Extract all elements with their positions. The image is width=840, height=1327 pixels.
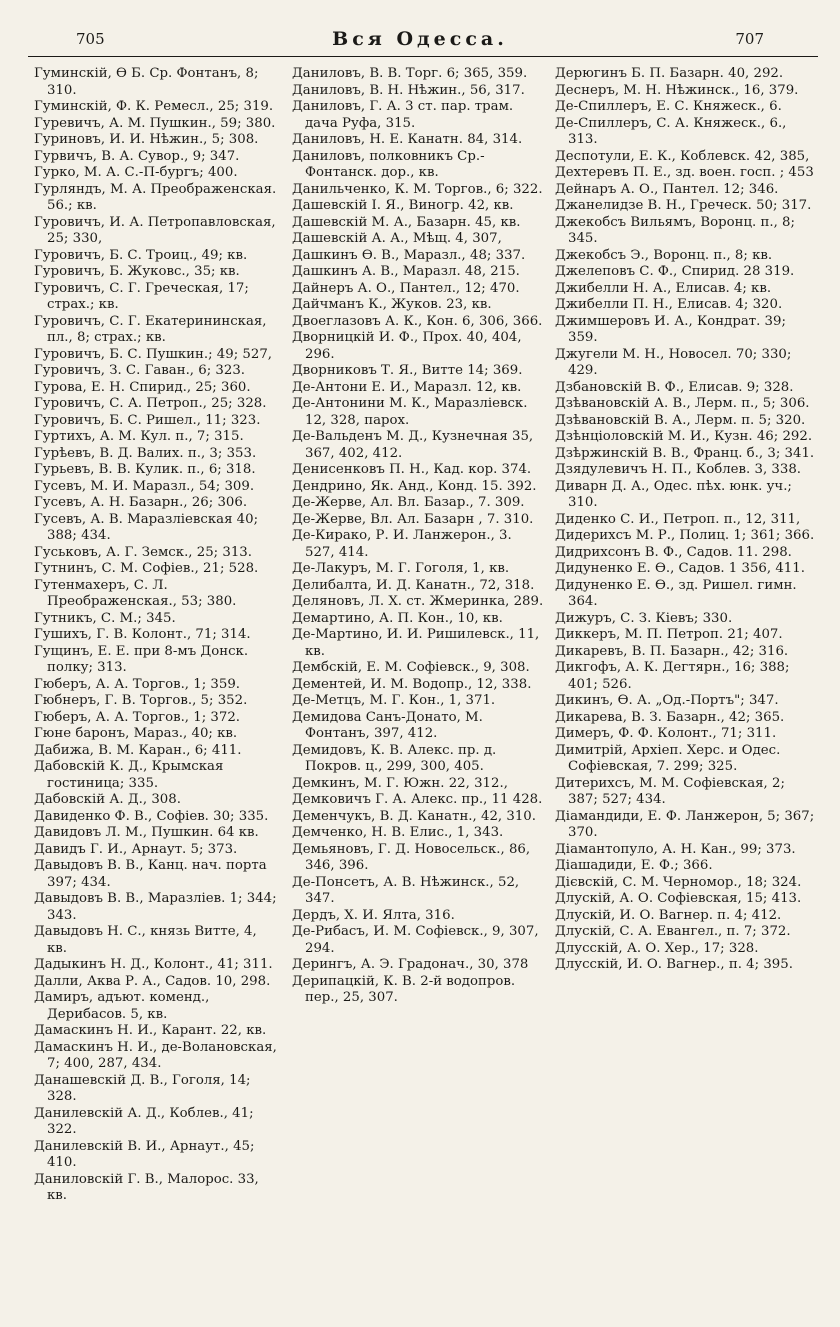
directory-entry: Дамаскинъ Н. И., де-Волановская, 7; 400, 287, 434. bbox=[34, 1039, 282, 1071]
directory-entry: Длусскій, И. О. Вагнер., п. 4; 395. bbox=[555, 957, 793, 972]
directory-entry: Гюберъ, А. А. Торгов., 1; 372. bbox=[34, 709, 241, 725]
directory-entry: Де-Рибасъ, И. М. Софіевск., 9, 307, 294. bbox=[292, 924, 543, 956]
directory-entry: Даниловъ, Г. А. 3 ст. пар. трам. дача Руфа, 315. bbox=[292, 99, 518, 131]
directory-entry: Де-Мартино, И. И. Ришилевск., 11, кв. bbox=[292, 627, 544, 659]
directory-entry: Джанелидзе В. Н., Греческ. 50; 317. bbox=[555, 198, 812, 213]
directory-entry: Данильченко, К. М. Торгов., 6; 322. bbox=[292, 181, 543, 197]
directory-entry: Дикарева, В. З. Базарн., 42; 365. bbox=[555, 709, 785, 725]
directory-entry: Дендрино, Як. Анд., Конд. 15. 392. bbox=[292, 478, 537, 494]
directory-entry: Демченко, Н. В. Елис., 1, 343. bbox=[292, 825, 504, 840]
directory-entry: Гурова, Е. Н. Спирид., 25; 360. bbox=[34, 379, 251, 395]
directory-entry: Дехтеревъ П. Е., зд. воен. госп. ; 453 bbox=[555, 165, 814, 180]
directory-entry: Дзядулевичъ Н. П., Коблев. 3, 338. bbox=[555, 462, 802, 477]
directory-entry: Де-Метцъ, М. Г. Кон., 1, 371. bbox=[292, 693, 496, 708]
directory-entry: Гусевъ, М. И. Маразл., 54; 309. bbox=[34, 478, 255, 494]
directory-entry: Гусевъ, А. Н. Базарн., 26; 306. bbox=[34, 495, 248, 510]
directory-entry: Дашевскій М. А., Базарн. 45, кв. bbox=[292, 214, 521, 230]
directory-entry: Данашевскій Д. В., Гоголя, 14; 328. bbox=[34, 1072, 255, 1104]
directory-entry: Даниловъ, полковникъ Ср.-Фонтанск. дор., кв. bbox=[292, 148, 485, 180]
page-header bbox=[0, 28, 840, 54]
directory-entry: Дзбановскій В. Ф., Елисав. 9; 328. bbox=[555, 379, 794, 395]
directory-entry: Дайчманъ К., Жуков. 23, кв. bbox=[292, 297, 492, 312]
directory-entry: Дидрихсонъ В. Ф., Садов. 11. 298. bbox=[555, 544, 792, 560]
directory-entry: Гурѣевъ, В. Д. Валих. п., 3; 353. bbox=[34, 445, 257, 461]
header-rule bbox=[28, 56, 818, 57]
directory-entry: Гуровичъ, З. С. Гаван., 6; 323. bbox=[34, 363, 246, 378]
directory-entry: Диденко С. И., Петроп. п., 12, 311, bbox=[555, 511, 801, 527]
directory-entry: Гурвичъ, В. А. Сувор., 9; 347. bbox=[34, 148, 240, 164]
directory-entry: Де-Антонини М. К., Маразліевск. 12, 328, парох. bbox=[292, 396, 532, 428]
directory-entry: Дикинъ, Ѳ. А. „Од.-Портъ"; 347. bbox=[555, 693, 779, 708]
directory-entry: Діашадиди, Е. Ф.; 366. bbox=[555, 858, 713, 873]
directory-entry: Гюбнеръ, Г. В. Торгов., 5; 352. bbox=[34, 693, 248, 708]
directory-entry: Де-Спиллеръ, Е. С. Княжеск., 6. bbox=[555, 99, 782, 114]
directory-entry: Джекобсъ Э., Воронц. п., 8; кв. bbox=[555, 247, 773, 263]
directory-entry: Деспотули, Е. К., Коблевск. 42, 385, bbox=[555, 148, 810, 164]
directory-entry: Де-Жерве, Вл. Ал. Базарн , 7. 310. bbox=[292, 511, 534, 527]
directory-entry: Дикаревъ, В. П. Базарн., 42; 316. bbox=[555, 643, 789, 659]
directory-entry: Джелеповъ С. Ф., Спирид. 28 319. bbox=[555, 264, 795, 279]
directory-entry: Гуровичъ, Б. С. Пушкин.; 49; 527, bbox=[34, 346, 273, 362]
directory-entry: Диккеръ, М. П. Петроп. 21; 407. bbox=[555, 627, 783, 642]
directory-entry: Де-Антони Е. И., Маразл. 12, кв. bbox=[292, 379, 522, 395]
directory-entry: Дижуръ, С. З. Кіевъ; 330. bbox=[555, 610, 733, 626]
directory-entry: Дамиръ, адъют. коменд., Дерибасов. 5, кв. bbox=[34, 990, 214, 1022]
directory-entry: Дашкинъ Ѳ. В., Маразл., 48; 337. bbox=[292, 247, 526, 263]
directory-entry: Даниловскій Г. В., Малорос. 33, кв. bbox=[34, 1171, 264, 1203]
directory-entry: Дзѣвановскій А. В., Лерм. п., 5; 306. bbox=[555, 396, 810, 411]
directory-entry: Длусскій, А. О. Хер., 17; 328. bbox=[555, 940, 759, 956]
column-left bbox=[34, 66, 280, 1205]
directory-entry: Гюне баронъ, Мараз., 40; кв. bbox=[34, 726, 238, 741]
directory-entry: Гуртихъ, А. М. Кул. п., 7; 315. bbox=[34, 429, 244, 444]
directory-entry: Дидуненко Е. Ѳ., зд. Ришел. гимн. 364. bbox=[555, 577, 801, 609]
directory-entry: Даниловъ, Н. Е. Канатн. 84, 314. bbox=[292, 132, 523, 147]
directory-entry: Деляновъ, Л. Х. ст. Жмеринка, 289. bbox=[292, 594, 544, 609]
directory-entry: Де-Жерве, Ал. Вл. Базар., 7. 309. bbox=[292, 495, 525, 510]
directory-entry: Гуровичъ, Б. Жуковс., 35; кв. bbox=[34, 264, 240, 279]
directory-entry: Димитрій, Архіеп. Херс. и Одес. Софіевская, 7. 299; 325. bbox=[555, 742, 785, 774]
directory-entry: Джимшеровъ И. А., Кондрат. 39; 359. bbox=[555, 313, 791, 345]
directory-entry: Диварн Д. А., Одес. пѣх. юнк. уч.; 310. bbox=[555, 478, 797, 510]
directory-entry: Гушихъ, Г. В. Колонт., 71; 314. bbox=[34, 627, 251, 642]
directory-entry: Гуровичъ, И. А. Петропавловская, 25; 330, bbox=[34, 214, 280, 246]
directory-entry: Діамандиди, Е. Ф. Ланжерон, 5; 367; 370. bbox=[555, 808, 819, 840]
directory-entry: Далли, Аква Р. А., Садов. 10, 298. bbox=[34, 973, 271, 989]
directory-entry: Дворниковъ Т. Я., Витте 14; 369. bbox=[292, 363, 523, 378]
directory-entry: Дворницкій И. Ф., Прох. 40, 404, 296. bbox=[292, 330, 526, 362]
directory-entry: Гурьевъ, В. В. Кулик. п., 6; 318. bbox=[34, 462, 256, 477]
directory-entry: Данилевскій В. И., Арнаут., 45; 410. bbox=[34, 1138, 259, 1170]
directory-entry: Давыдовъ Н. С., князь Витте, 4, кв. bbox=[34, 924, 261, 956]
directory-entry: Джибелли П. Н., Елисав. 4; 320. bbox=[555, 297, 783, 312]
directory-entry: Давидовъ Л. М., Пушкин. 64 кв. bbox=[34, 825, 259, 840]
directory-entry: Дзѣржинскій В. В., Франц. б., 3; 341. bbox=[555, 445, 815, 461]
directory-entry: Діамантопуло, А. Н. Кан., 99; 373. bbox=[555, 841, 796, 857]
directory-entry: Давыдовъ В. В., Канц. нач. порта 397; 434. bbox=[34, 858, 271, 890]
directory-entry: Дерингъ, А. Э. Градонач., 30, 378 bbox=[292, 957, 529, 972]
directory-entry: Гурляндъ, М. А. Преображенская. 56.; кв. bbox=[34, 181, 281, 213]
directory-entry: Дейнаръ А. О., Пантел. 12; 346. bbox=[555, 181, 779, 197]
directory-entry: Гуськовъ, А. Г. Земск., 25; 313. bbox=[34, 544, 252, 560]
directory-entry: Демковичъ Г. А. Алекс. пр., 11 428. bbox=[292, 792, 543, 807]
directory-entry: Длуcкій, А. О. Софіевская, 15; 413. bbox=[555, 891, 802, 906]
directory-entry: Даниловъ, В. В. Торг. 6; 365, 359. bbox=[292, 66, 528, 81]
directory-entry: Джибелли Н. А., Елисав. 4; кв. bbox=[555, 280, 772, 296]
directory-entry: Длускій, И. О. Вагнер. п. 4; 412. bbox=[555, 907, 782, 923]
directory-entry: Двоеглазовъ А. К., Кон. 6, 306, 366. bbox=[292, 313, 543, 329]
directory-entry: Дабовскій А. Д., 308. bbox=[34, 792, 181, 807]
directory-entry: Димеръ, Ф. Ф. Колонт., 71; 311. bbox=[555, 726, 777, 741]
directory-entry: Де-Вальденъ М. Д., Кузнечная 35, 367, 402, 412. bbox=[292, 429, 538, 461]
directory-entry: Дементей, И. М. Водопр., 12, 338. bbox=[292, 676, 532, 692]
column-middle bbox=[292, 66, 544, 1007]
directory-entry: Дзѣнціоловскій М. И., Кузн. 46; 292. bbox=[555, 429, 813, 444]
page-title: Вся Одесса. bbox=[332, 28, 508, 50]
directory-entry: Деснеръ, М. Н. Нѣжинск., 16, 379. bbox=[555, 82, 799, 98]
directory-entry: Дабижа, В. М. Каран., 6; 411. bbox=[34, 742, 242, 758]
directory-entry: Деменчукъ, В. Д. Канатн., 42, 310. bbox=[292, 808, 536, 824]
directory-entry: Дамаскинъ Н. И., Карант. 22, кв. bbox=[34, 1023, 267, 1038]
directory-entry: Гуровичъ, С. Г. Екатерининская, пл., 8; страх.; кв. bbox=[34, 313, 271, 345]
directory-entry: Давиденко Ф. В., Софіев. 30; 335. bbox=[34, 808, 269, 824]
directory-entry: Гуревичъ, А. М. Пушкин., 59; 380. bbox=[34, 115, 276, 131]
directory-entry: Длускій, С. А. Евангел., п. 7; 372. bbox=[555, 924, 791, 939]
page-number-right: 707 bbox=[735, 30, 764, 48]
directory-entry: Гуровичъ, С. А. Петроп., 25; 328. bbox=[34, 396, 267, 411]
directory-entry: Гутникъ, С. М.; 345. bbox=[34, 610, 176, 626]
directory-entry: Даниловъ, В. Н. Нѣжин., 56, 317. bbox=[292, 82, 525, 98]
directory-entry: Денисенковъ П. Н., Кад. кор. 374. bbox=[292, 462, 532, 477]
directory-entry: Гуминскій, Ѳ Б. Ср. Фонтанъ, 8; 310. bbox=[34, 66, 263, 98]
directory-entry: Джугели М. Н., Новосел. 70; 330; 429. bbox=[555, 346, 796, 378]
directory-entry: Демартино, А. П. Кон., 10, кв. bbox=[292, 610, 503, 626]
directory-entry: Де-Кирако, Р. И. Ланжерон., 3. 527, 414. bbox=[292, 528, 516, 560]
directory-entry: Дашевскій І. Я., Виногр. 42, кв. bbox=[292, 198, 514, 213]
directory-entry: Дієвскій, С. М. Черномор., 18; 324. bbox=[555, 874, 802, 890]
directory-entry: Джекобсъ Вильямъ, Воронц. п., 8; 345. bbox=[555, 214, 800, 246]
directory-entry: Гуминскій, Ф. К. Ремесл., 25; 319. bbox=[34, 99, 274, 114]
directory-entry: Дзѣвановскій В. А., Лерм. п. 5; 320. bbox=[555, 412, 806, 428]
directory-entry: Де-Лакуръ, М. Г. Гоголя, 1, кв. bbox=[292, 561, 510, 576]
directory-entry: Гусевъ, А. В. Маразліевская 40; 388; 434. bbox=[34, 511, 263, 543]
directory-entry: Де-Понсетъ, А. В. Нѣжинск., 52, 347. bbox=[292, 874, 524, 906]
directory-entry: Дашевскій А. А., Мѣщ. 4, 307, bbox=[292, 231, 502, 246]
directory-entry: Дердъ, Х. И. Ялта, 316. bbox=[292, 907, 455, 923]
directory-entry: Гутенмахеръ, С. Л. Преображенская., 53; 380. bbox=[34, 577, 237, 609]
directory-entry: Демидова Санъ-Донато, М. Фонтанъ, 397, 412. bbox=[292, 709, 488, 741]
column-right bbox=[555, 66, 817, 974]
directory-entry: Гуровичъ, Б. С. Ришел., 11; 323. bbox=[34, 412, 261, 428]
directory-entry: Дашкинъ А. В., Маразл. 48, 215. bbox=[292, 264, 520, 279]
directory-entry: Гуровичъ, Б. С. Троиц., 49; кв. bbox=[34, 247, 248, 263]
directory-entry: Демьяновъ, Г. Д. Новосельск., 86, 346, 396. bbox=[292, 841, 535, 873]
directory-entry: Гуровичъ, С. Г. Греческая, 17; страх.; кв. bbox=[34, 280, 254, 312]
directory-entry: Гуриновъ, И. И. Нѣжин., 5; 308. bbox=[34, 132, 259, 147]
directory-entry: Гурко, М. А. С.-П-бургъ; 400. bbox=[34, 165, 238, 180]
directory-entry: Давидъ Г. И., Арнаут. 5; 373. bbox=[34, 841, 238, 857]
directory-entry: Дайнеръ А. О., Пантел., 12; 470. bbox=[292, 280, 520, 296]
directory-entry: Данилевскій А. Д., Коблев., 41; 322. bbox=[34, 1105, 258, 1137]
directory-entry: Гюберъ, А. А. Торгов., 1; 359. bbox=[34, 676, 241, 692]
directory-entry: Дидуненко Е. Ѳ., Садов. 1 356, 411. bbox=[555, 561, 805, 576]
directory-entry: Делибалта, И. Д. Канатн., 72, 318. bbox=[292, 577, 535, 593]
directory-entry: Дерипацкій, К. В. 2-й водопров. пер., 25, 307. bbox=[292, 973, 520, 1005]
directory-entry: Гущинъ, Е. Е. при 8-мъ Донск. полку; 313. bbox=[34, 643, 253, 675]
directory-entry: Демкинъ, М. Г. Южн. 22, 312., bbox=[292, 775, 508, 791]
page-number-left: 705 bbox=[76, 30, 105, 48]
directory-entry: Дабовскій К. Д., Крымская гостиница; 335. bbox=[34, 759, 228, 791]
directory-entry: Дидерихсъ М. Р., Полиц. 1; 361; 366. bbox=[555, 528, 815, 543]
directory-entry: Дитерихсъ, М. М. Софіевская, 2; 387; 527; 434. bbox=[555, 775, 790, 807]
directory-entry: Демидовъ, К. В. Алекс. пр. д. Покров. ц., 299, 300, 405. bbox=[292, 742, 501, 774]
directory-entry: Де-Спиллеръ, С. А. Княжеск., 6., 313. bbox=[555, 115, 791, 147]
directory-entry: Дадыкинъ Н. Д., Колонт., 41; 311. bbox=[34, 957, 273, 972]
directory-entry: Дикгофъ, А. К. Дегтярн., 16; 388; 401; 526. bbox=[555, 660, 794, 692]
directory-entry: Гутнинъ, С. М. Софіев., 21; 528. bbox=[34, 561, 259, 576]
directory-entry: Давыдовъ В. В., Маразліев. 1; 344; 343. bbox=[34, 891, 281, 923]
directory-entry: Дерюгинъ Б. П. Базарн. 40, 292. bbox=[555, 66, 784, 81]
directory-entry: Дембскій, Е. М. Софіевск., 9, 308. bbox=[292, 660, 530, 675]
